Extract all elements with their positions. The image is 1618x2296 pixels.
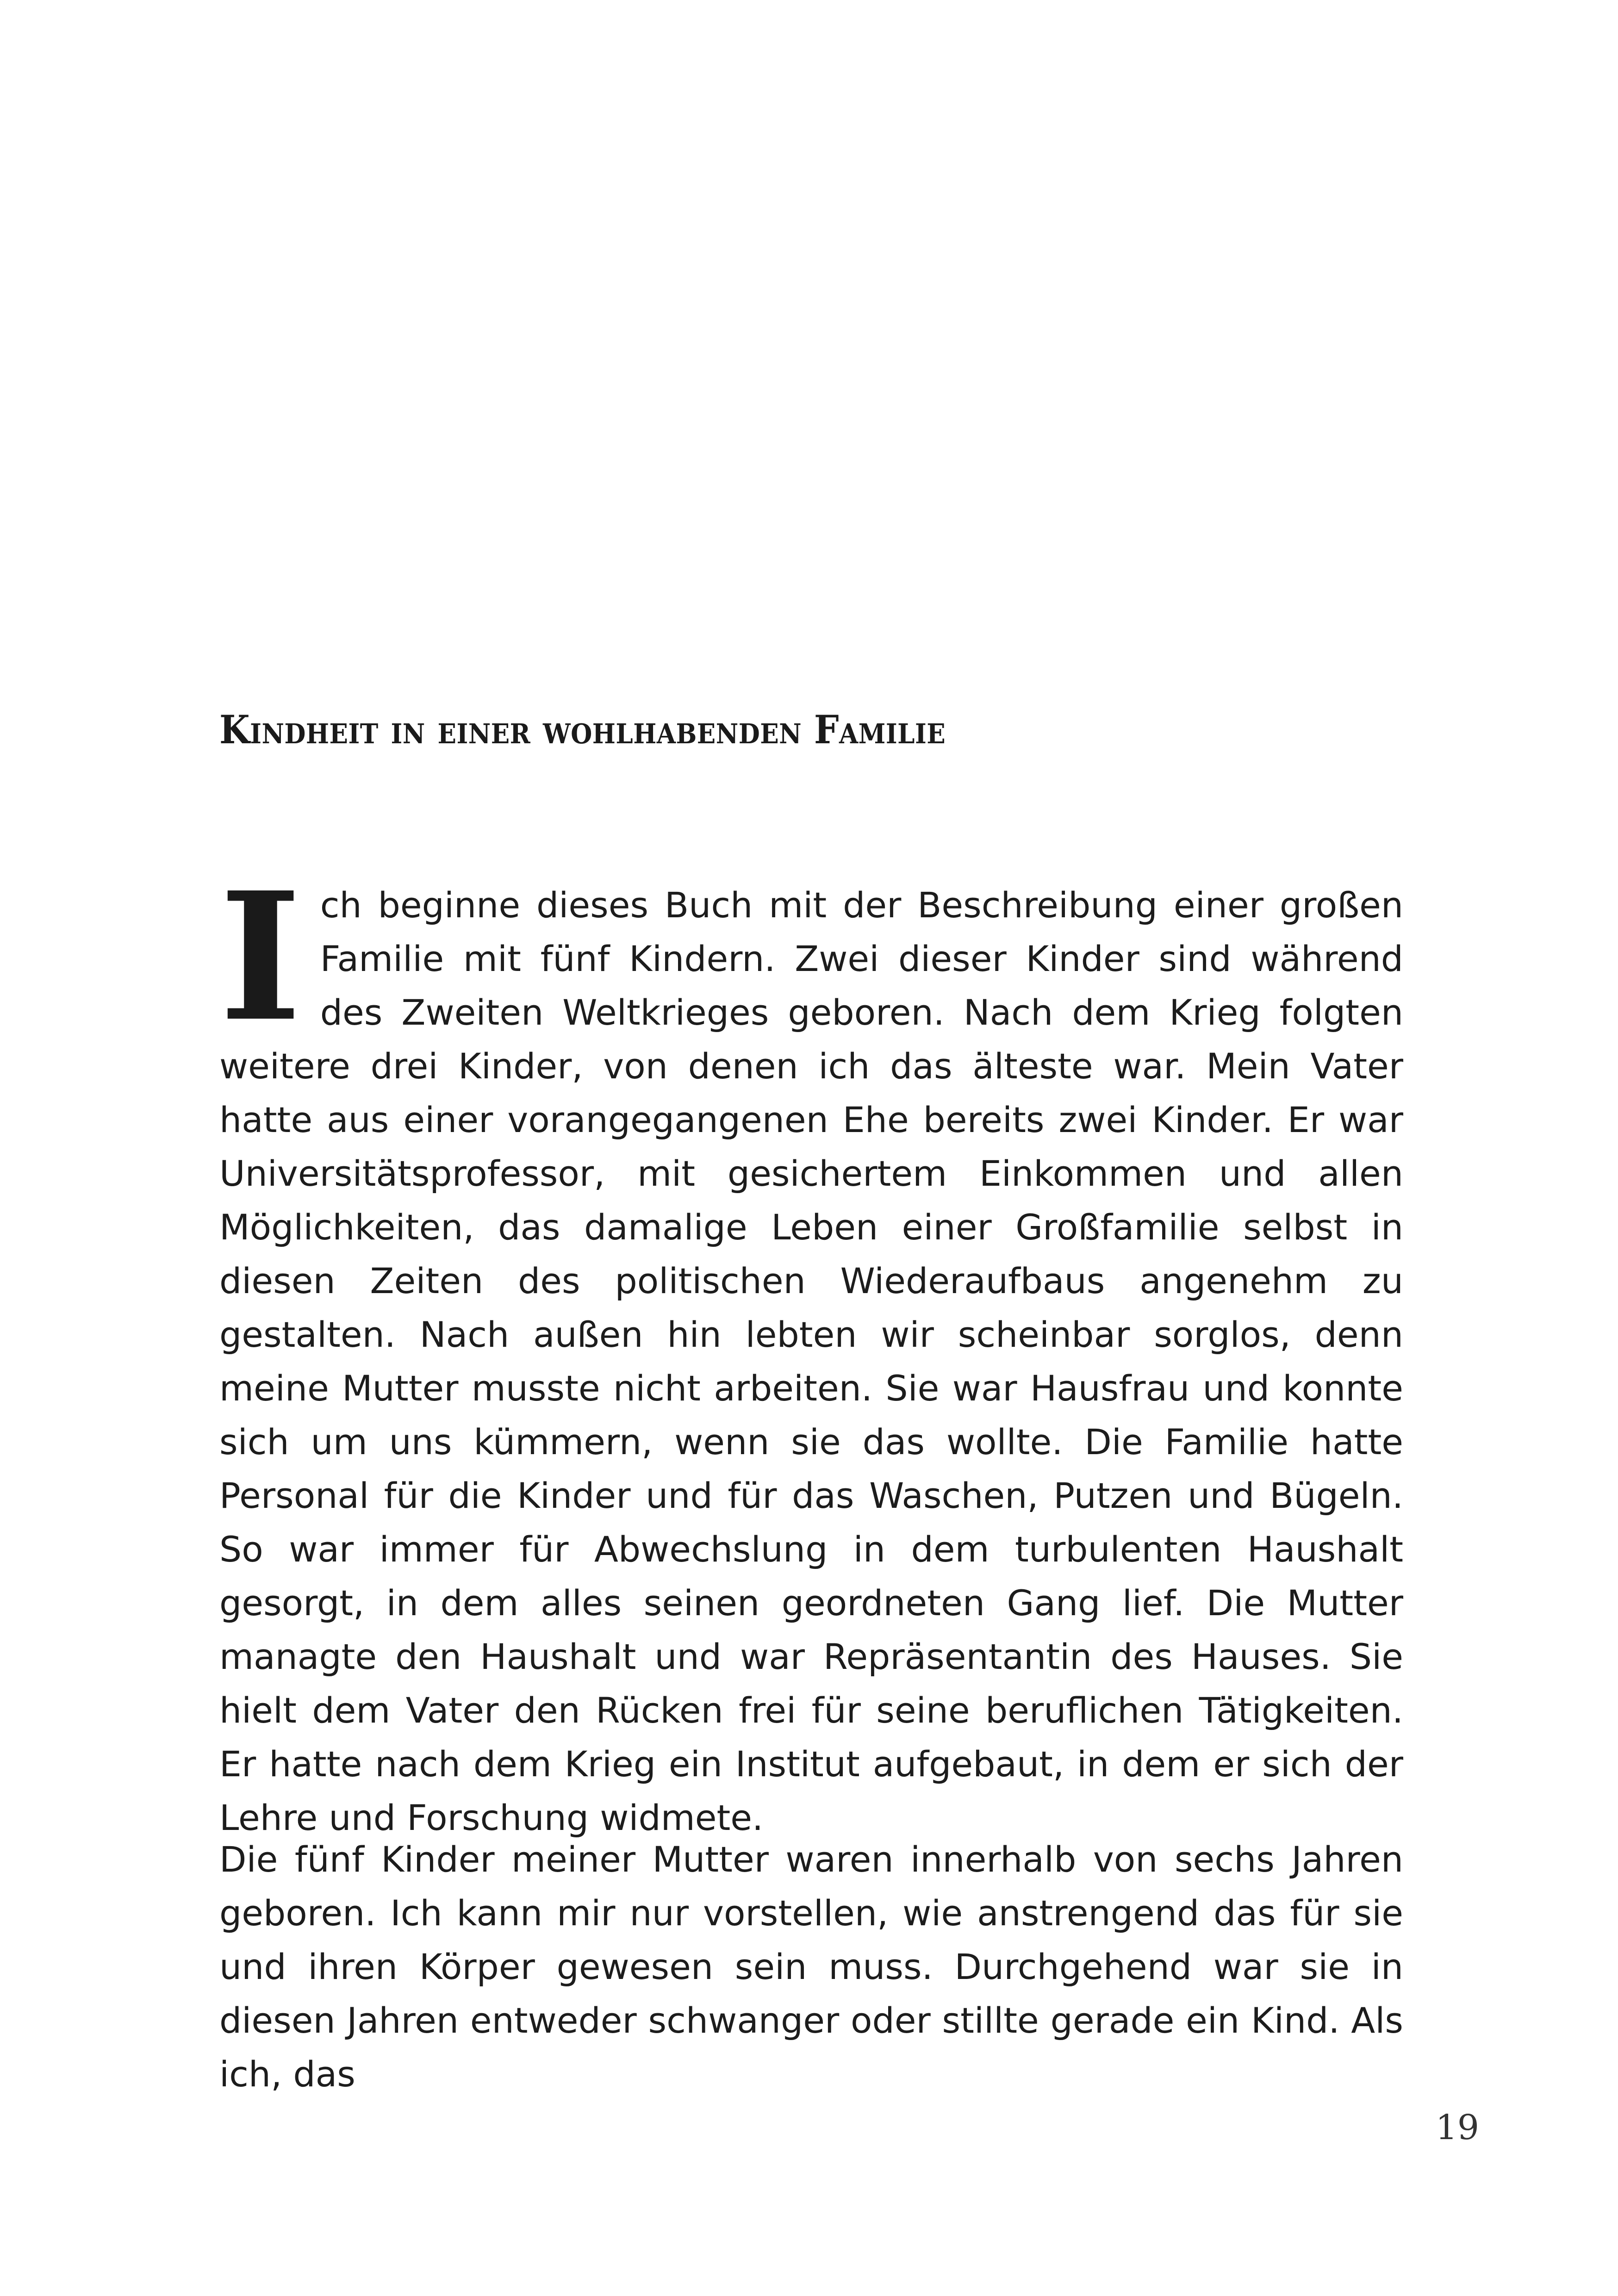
chapter-title: Kindheit in einer wohlhabenden Familie (219, 707, 946, 753)
paragraph-1 (219, 853, 1403, 1845)
drop-cap: I (219, 853, 302, 1060)
paragraph-1-text: ch beginne dieses Buch mit der Beschreibung einer großen Familie mit fünf Kindern. Zwei dieser Kinder sind während des Zweiten Weltkrieges geboren. Nach dem Krieg folgten weitere drei Kinder, von denen ich das älteste war. Mein Vater hatte aus einer vorangegangenen Ehe bereits zwei Kinder. Er war Universitätsprofessor, mit gesichertem Einkommen und allen Möglichkeiten, das damalige Leben einer Großfamilie selbst in diesen Zeiten des politischen Wiederaufbaus angenehm zu gestalten. Nach außen hin lebten wir scheinbar sorglos, denn meine Mutter musste nicht arbeiten. Sie war Hausfrau und konnte sich um uns kümmern, wenn sie das wollte. Die Familie hatte Personal für die Kinder und für das Waschen, Putzen und Bügeln. So war immer für Abwechslung in dem turbulenten Haushalt gesorgt, in dem alles seinen geordneten Gang lief. Die Mutter managte den Haushalt und war Repräsentantin des Hauses. Sie hielt dem Vater den Rücken frei für seine beruflichen Tätigkeiten. Er hatte nach dem Krieg ein Institut aufgebaut, in dem er sich der Lehre und Forschung widmete. (219, 884, 1403, 1838)
paragraph-2: Die fünf Kinder meiner Mutter waren innerhalb von sechs Jahren geboren. Ich kann mir nur vorstellen, wie anstrengend das für sie und ihren Körper gewesen sein muss. Durchgehend war sie in diesen Jahren entweder schwanger oder stillte gerade ein Kind. Als ich, das (219, 1839, 1403, 2095)
page-number: 19 (1435, 2108, 1479, 2147)
